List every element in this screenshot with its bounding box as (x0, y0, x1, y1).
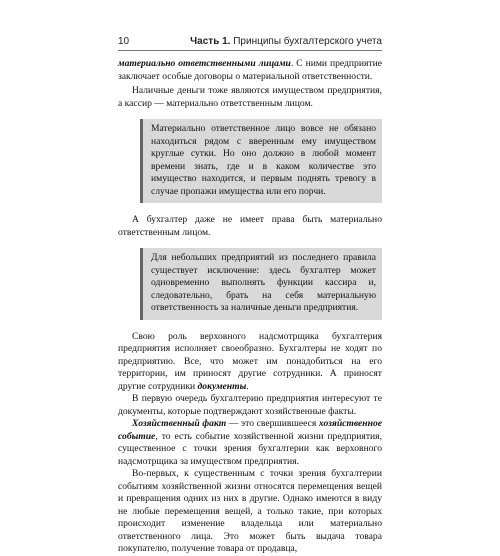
paragraph-1-text: . С ними предприятие заключает особые договоры о материальной ответственности. (118, 58, 382, 82)
paragraph-4-end: . (246, 380, 249, 392)
note-box-1 (140, 119, 382, 203)
term-economic-event: хозяйственное событие (118, 418, 383, 442)
page-number: 10 (118, 36, 130, 47)
term-documents: документы (197, 380, 247, 392)
chapter-title (190, 36, 382, 47)
paragraph-6-text: , то есть событие хозяйственной жизни предприятия, существенное с точки зрения бухгалтерии как верховного надсмотрщика за имуществом предприятия. (118, 430, 382, 467)
paragraph-1 (118, 58, 382, 83)
note-box-1-text: Материально ответственное лицо вовсе не обязано находиться рядом с вверенным ему имуществом круглые сутки. Но оно должно в любой момент времени знать, где и в каком количестве это имущество находится, и первым поднять тревогу в случае пропажи имущества или его порчи. (151, 123, 376, 197)
running-header (118, 36, 382, 51)
page-body (118, 58, 382, 556)
paragraph-6-mid: — это свершившееся (226, 418, 319, 429)
paragraph-4 (118, 331, 382, 394)
note-box-2 (140, 248, 382, 320)
part-label: Часть 1. (190, 36, 231, 47)
term-materially-responsible: материально ответственными лицами (118, 58, 291, 69)
note-box-2-text: Для небольших предприятий из последнего правила существует исключение: здесь бухгалтер может одновременно выполнять функции кассира и, следовательно, брать на себя материальную ответственность за наличные деньги предприятия. (151, 252, 376, 313)
part-title: Принципы бухгалтерского учета (233, 36, 382, 47)
paragraph-3: А бухгалтер даже не имеет права быть материально ответственным лицом. (118, 214, 382, 238)
paragraph-4-text: Свою роль верховного надсмотрщика бухгалтерия предприятия исполняет своеобразно. Бухгалтеры не ходят по предприятию. Все, что может им понадобиться на его территории, им приносят другие сотрудники. А приносят другие сотрудники (118, 330, 382, 392)
term-economic-fact: Хозяйственный факт (132, 418, 227, 429)
paragraph-7: Во-первых, к существенным с точки зрения бухгалтерии событиям хозяйственной жизни относятся перемещения вещей и превращения одних из них в другие. Однако имеются в виду не любые перемещения вещей, а только такие, при которых происходит изменение владельца или материально ответственного лица. Это может быть выдача товара покупателю, получение товара от продавца, (118, 468, 382, 554)
paragraph-6 (118, 418, 382, 468)
paragraph-2: Наличные деньги тоже являются имуществом предприятия, а кассир — материально ответственным лицом. (118, 85, 382, 109)
paragraph-5: В первую очередь бухгалтерию предприятия интересуют те документы, которые подтверждают хозяйственные факты. (118, 393, 382, 417)
